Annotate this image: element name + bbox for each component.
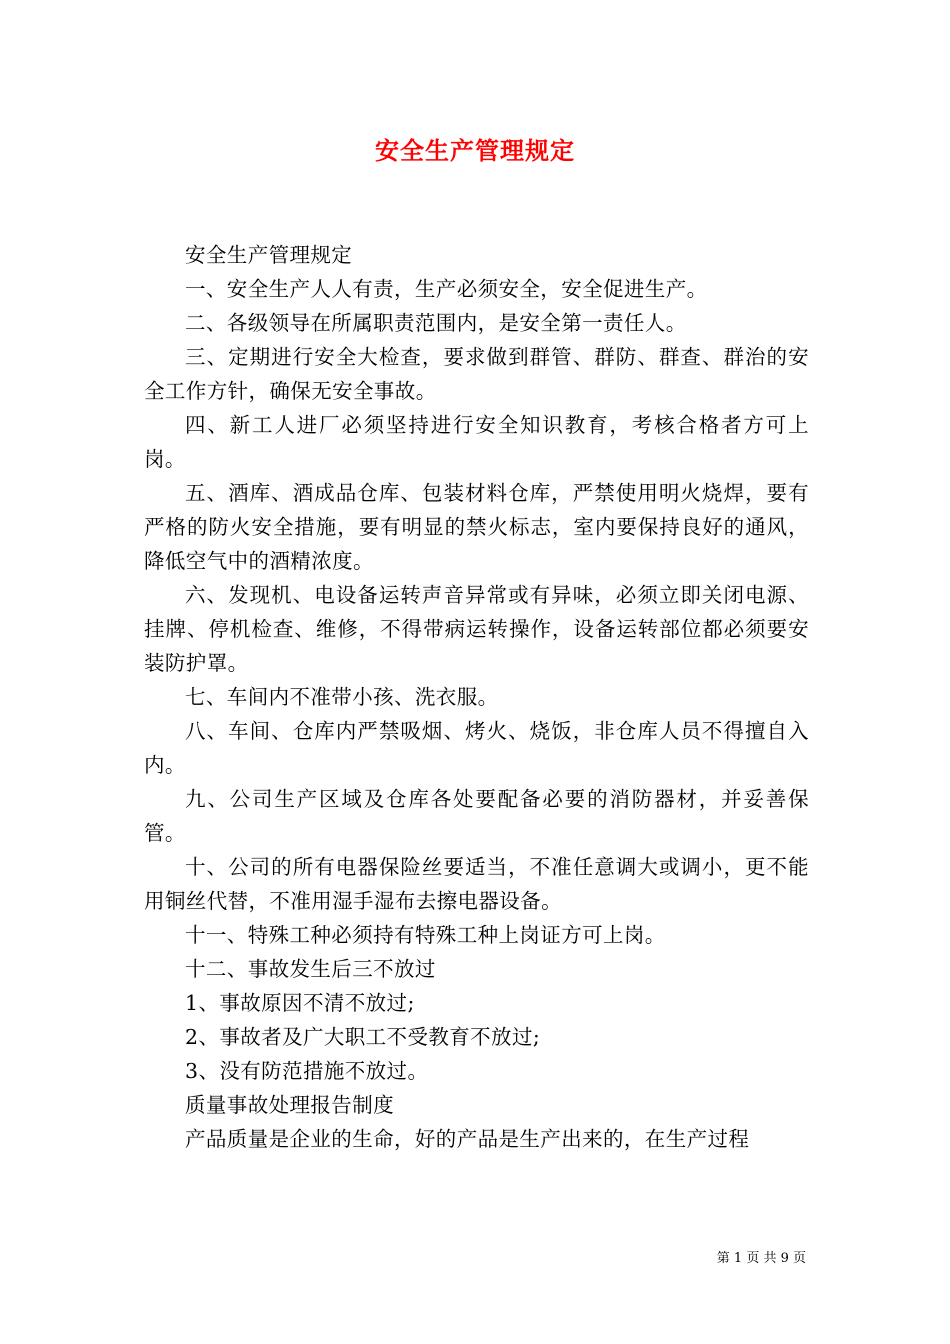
subsection-paragraph: 产品质量是企业的生命，好的产品是生产出来的，在生产过程 (185, 1127, 750, 1151)
subsection-heading: 质量事故处理报告制度 (185, 1093, 394, 1117)
document-body (144, 238, 809, 1156)
document-title: 安全生产管理规定 (375, 136, 575, 165)
rule-4: 四、新工人进厂必须坚持进行安全知识教育，考核合格者方可上岗。 (144, 413, 809, 471)
rule-12: 十二、事故发生后三不放过 (185, 957, 436, 981)
rule-7: 七、车间内不准带小孩、洗衣服。 (185, 685, 499, 709)
rule-9: 九、公司生产区域及仓库各处要配备必要的消防器材，并妥善保管。 (144, 787, 809, 845)
rule-5: 五、酒库、酒成品仓库、包装材料仓库，严禁使用明火烧焊，要有严格的防火安全措施，要有明显的禁火标志，室内要保持良好的通风，降低空气中的酒精浓度。 (144, 481, 809, 573)
rule-8: 八、车间、仓库内严禁吸烟、烤火、烧饭，非仓库人员不得擅自入内。 (144, 719, 809, 777)
rule-11: 十一、特殊工种必须持有特殊工种上岗证方可上岗。 (185, 923, 666, 947)
rule-12-item-2: 2、事故者及广大职工不受教育不放过; (185, 1025, 541, 1049)
rule-12-item-3: 3、没有防范措施不放过。 (185, 1059, 429, 1083)
rule-2: 二、各级领导在所属职责范围内，是安全第一责任人。 (185, 311, 687, 335)
rule-3: 三、定期进行安全大检查，要求做到群管、群防、群查、群治的安全工作方针，确保无安全事故。 (144, 345, 809, 403)
rule-12-item-1: 1、事故原因不清不放过; (185, 991, 415, 1015)
page-number: 第 1 页 共 9 页 (716, 1251, 806, 1266)
rule-10: 十、公司的所有电器保险丝要适当，不准任意调大或调小，更不能用铜丝代替，不准用湿手湿布去擦电器设备。 (144, 855, 809, 913)
rule-1: 一、安全生产人人有责，生产必须安全，安全促进生产。 (185, 277, 708, 301)
rule-6: 六、发现机、电设备运转声音异常或有异味，必须立即关闭电源、挂牌、停机检查、维修，不得带病运转操作，设备运转部位都必须要安装防护罩。 (144, 583, 809, 675)
section-heading: 安全生产管理规定 (185, 243, 353, 267)
